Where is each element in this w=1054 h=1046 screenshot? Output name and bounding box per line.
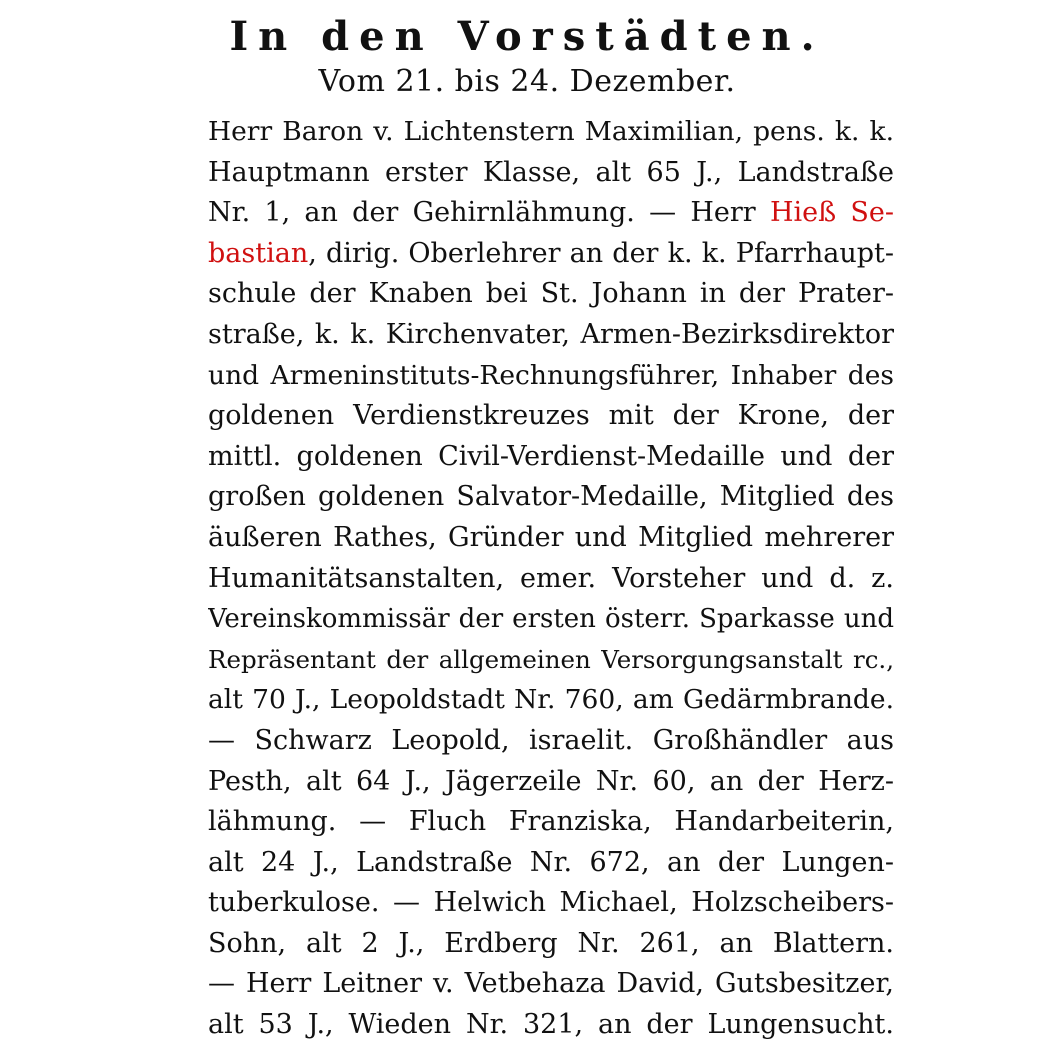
text-line: bastian, dirig. Oberlehrer an der k. k. Pfarrhaupt-	[208, 237, 894, 269]
text-line: straße, k. k. Kirchenvater, Armen-Bezirksdirektor	[208, 318, 894, 350]
highlighted-name: Hieß Se-	[769, 197, 894, 229]
text-line: und Armeninstituts-Rechnungsführer, Inhaber des	[208, 359, 894, 391]
text-line: — Herr Leitner v. Vetbehaza David, Gutsbesitzer,	[208, 968, 894, 1000]
highlighted-name: bastian	[208, 237, 309, 269]
text-line: äußeren Rathes, Gründer und Mitglied mehrerer	[208, 521, 894, 553]
text-line: Vereinskommissär der ersten österr. Sparkasse und	[208, 604, 894, 635]
section-heading: In den Vorstädten.	[229, 13, 825, 60]
text-line: Herr Baron v. Lichtenstern Maximilian, pens. k. k.	[208, 116, 894, 147]
text-line: alt 24 J., Landstraße Nr. 672, an der Lungen-	[208, 846, 894, 878]
text-line: mittl. goldenen Civil-Verdienst-Medaille und der	[208, 440, 894, 472]
text-line: Nr. 1, an der Gehirnlähmung. — Herr Hieß Se-	[208, 197, 894, 229]
text-line: — Schwarz Leopold, israelit. Großhändler aus	[208, 724, 894, 756]
text-line: alt 53 J., Wieden Nr. 321, an der Lungensucht.	[208, 1009, 894, 1041]
text-line: tuberkulose. — Helwich Michael, Holzscheibers-	[208, 887, 894, 919]
text-line: schule der Knaben bei St. Johann in der Prater-	[208, 278, 894, 310]
text-line: goldenen Verdienstkreuzes mit der Krone, der	[208, 400, 894, 432]
text-line: Pesth, alt 64 J., Jägerzeile Nr. 60, an der Herz-	[208, 765, 894, 797]
date-range-subheading: Vom 21. bis 24. Dezember.	[318, 64, 736, 99]
text-line: alt 70 J., Leopoldstadt Nr. 760, am Gedärmbrande.	[208, 684, 894, 716]
text-line: Repräsentant der allgemeinen Versorgungsanstalt rc.,	[208, 644, 894, 674]
text-line: großen goldenen Salvator-Medaille, Mitglied des	[208, 481, 894, 513]
text-line: Hauptmann erster Klasse, alt 65 J., Landstraße	[208, 156, 894, 188]
obituary-text-block	[208, 112, 894, 1046]
text-line: Humanitätsanstalten, emer. Vorsteher und d. z.	[208, 562, 894, 594]
text-line: Sohn, alt 2 J., Erdberg Nr. 261, an Blattern.	[208, 927, 894, 959]
text-line: lähmung. — Fluch Franziska, Handarbeiterin,	[208, 806, 894, 838]
